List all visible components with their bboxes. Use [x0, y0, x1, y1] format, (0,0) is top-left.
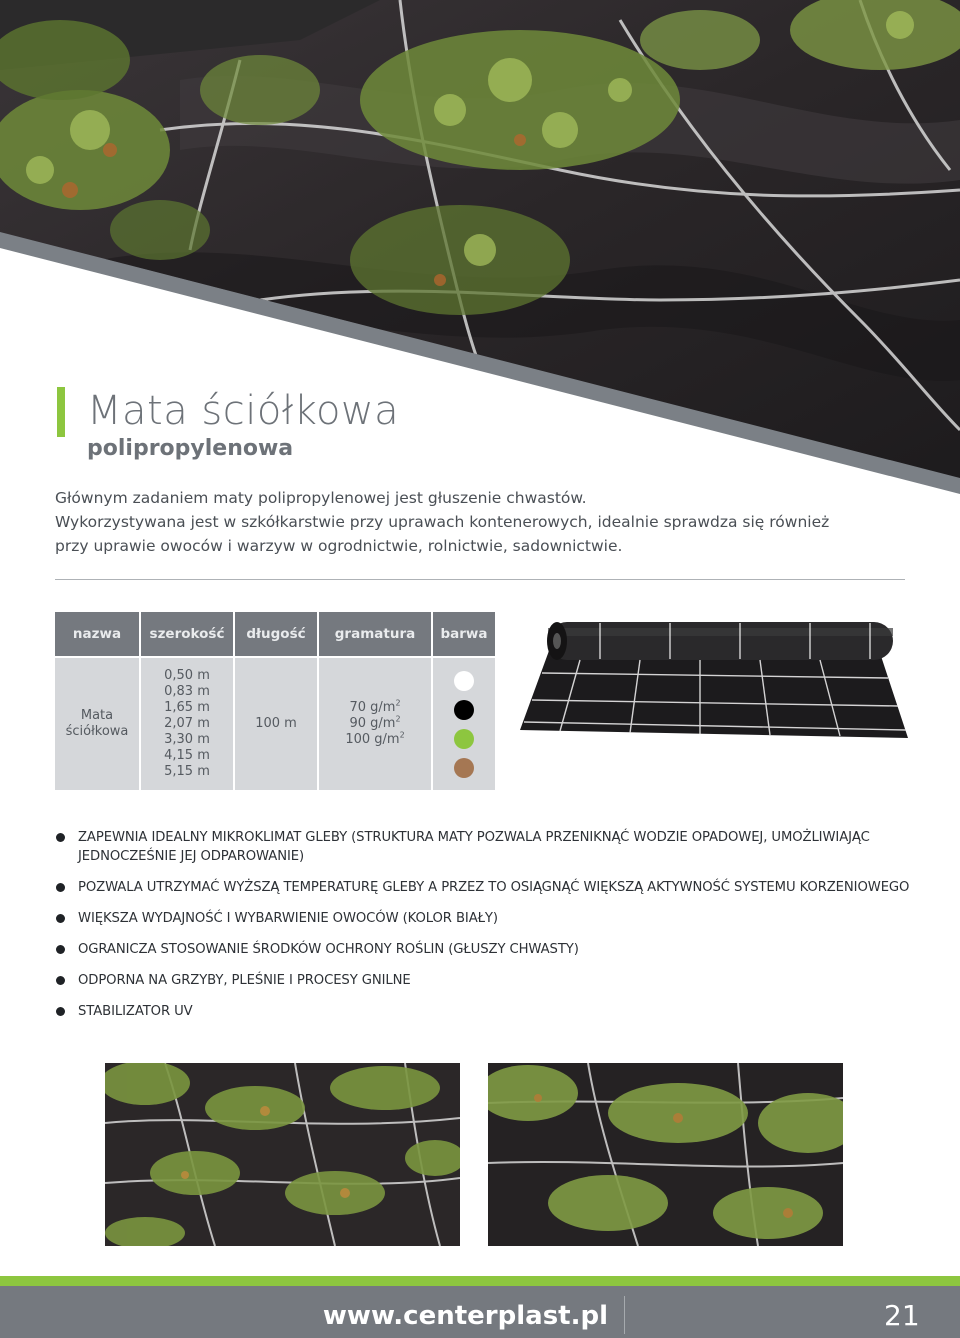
list-item: ODPORNA NA GRZYBY, PLEŚNIE I PROCESY GNILNE	[55, 971, 915, 990]
field-photo-right	[488, 1063, 843, 1246]
cell-length	[235, 658, 317, 790]
color-swatch-green	[454, 729, 474, 749]
header-color: barwa	[433, 612, 495, 656]
cell-widths	[141, 658, 233, 790]
width-value: 3,30 m	[164, 732, 210, 747]
bullet-icon	[56, 1007, 65, 1016]
list-item: OGRANICZA STOSOWANIE ŚRODKÓW OCHRONY ROŚLIN (GŁUSZY CHWASTY)	[55, 940, 915, 959]
width-value: 1,65 m	[164, 700, 210, 715]
footer-separator	[624, 1296, 625, 1334]
weight-value: 90 $g/m^2$	[349, 714, 401, 731]
page-subtitle: polipropylenowa	[87, 436, 294, 461]
color-swatch-brown	[454, 758, 474, 778]
footer-website-link[interactable]: www.centerplast.pl	[322, 1301, 608, 1331]
width-value: 2,07 m	[164, 716, 210, 731]
section-divider	[55, 579, 905, 580]
color-swatch-white	[454, 671, 474, 691]
weight-value: 100 $g/m^2$	[345, 730, 405, 747]
name-line: Mata	[80, 708, 114, 723]
bullet-icon	[56, 833, 65, 842]
width-value: 0,83 m	[164, 684, 210, 699]
cell-weights	[319, 658, 431, 790]
header-width: szerokość	[141, 612, 233, 656]
bullet-icon	[56, 883, 65, 892]
title-accent-bar	[57, 387, 65, 437]
color-swatch-black	[454, 700, 474, 720]
spec-table	[55, 612, 495, 790]
intro-line: Głównym zadaniem maty polipropylenowej jest głuszenie chwastów.	[55, 489, 587, 507]
list-item: ZAPEWNIA IDEALNY MIKROKLIMAT GLEBY (STRUKTURA MATY POZWALA PRZENIKNĄĆ WODZIE OPADOWEJ, UMOŻLIWIAJĄC JEDNOCZEŚNIE JEJ ODPAROWANIE)	[55, 828, 915, 866]
footer-accent-stripe	[0, 1276, 960, 1286]
width-value: 4,15 m	[164, 748, 210, 763]
bullet-icon	[56, 914, 65, 923]
header-length: długość	[235, 612, 317, 656]
intro-line: przy uprawie owoców i warzyw w ogrodnictwie, rolnictwie, sadownictwie.	[55, 537, 623, 555]
cell-name	[55, 658, 139, 790]
table-header-row	[55, 612, 495, 656]
page-title: Mata ściółkowa	[87, 388, 400, 434]
field-photo-left	[105, 1063, 460, 1246]
name-line: ściółkowa	[65, 724, 129, 739]
page-number: 21	[884, 1299, 920, 1332]
bullet-icon	[56, 945, 65, 954]
width-value: 5,15 m	[164, 764, 210, 779]
intro-paragraph	[55, 486, 875, 558]
feature-list	[55, 828, 915, 1033]
weight-value: 70 $g/m^2$	[349, 698, 401, 715]
header-name: nazwa	[55, 612, 139, 656]
table-row	[55, 658, 495, 790]
list-item: POZWALA UTRZYMAĆ WYŻSZĄ TEMPERATURĘ GLEBY A PRZEZ TO OSIĄGNĄĆ WIĘKSZĄ AKTYWNOŚĆ SYSTEMU KORZENIOWEGO	[55, 878, 915, 897]
product-roll-image	[520, 618, 910, 747]
intro-line: Wykorzystywana jest w szkółkarstwie przy uprawach kontenerowych, idealnie sprawdza się również	[55, 513, 830, 531]
bullet-icon	[56, 976, 65, 985]
cell-colors	[433, 658, 495, 790]
header-weight: gramatura	[319, 612, 431, 656]
width-value: 0,50 m	[164, 668, 210, 683]
length-value: 100 m	[255, 716, 297, 731]
list-item: STABILIZATOR UV	[55, 1002, 915, 1021]
list-item: WIĘKSZA WYDAJNOŚĆ I WYBARWIENIE OWOCÓW (KOLOR BIAŁY)	[55, 909, 915, 928]
